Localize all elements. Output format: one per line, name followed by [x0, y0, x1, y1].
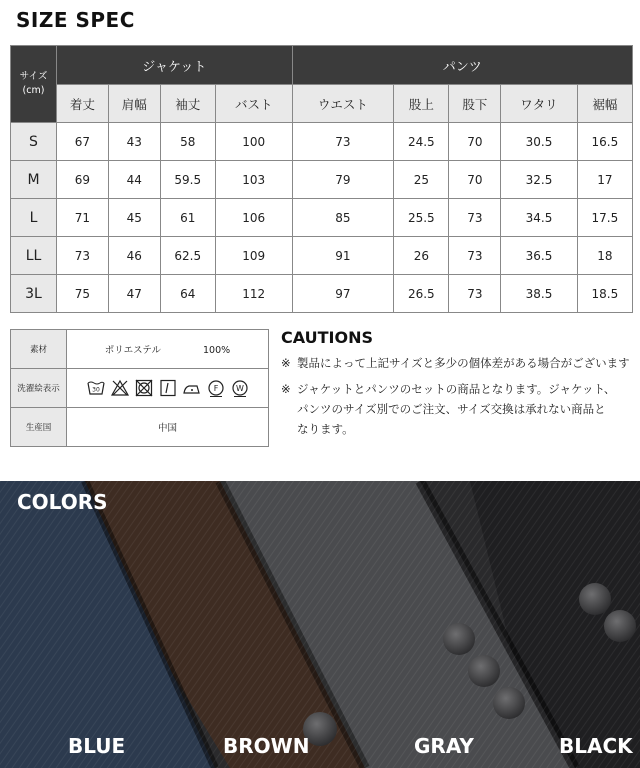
origin-label: 生産国 [11, 408, 67, 447]
size-value-cell: 25 [394, 161, 449, 199]
material-table [10, 329, 269, 447]
size-value-cell: 18 [577, 237, 632, 275]
size-value-cell: 25.5 [394, 199, 449, 237]
size-value-cell: 70 [449, 123, 501, 161]
size-value-cell: 103 [215, 161, 292, 199]
colors-title: COLORS [17, 490, 108, 514]
column-header: 肩幅 [108, 85, 160, 123]
svg-text:W: W [235, 384, 244, 393]
size-value-cell: 44 [108, 161, 160, 199]
caution-item-1 [281, 353, 633, 373]
pants-header: パンツ [292, 46, 632, 85]
size-unit-header [11, 46, 57, 123]
origin-value: 中国 [67, 408, 269, 447]
column-header: バスト [215, 85, 292, 123]
size-value-cell: 85 [292, 199, 394, 237]
no-bleach-icon [110, 378, 130, 398]
size-row [11, 123, 633, 161]
cautions-title: CAUTIONS [281, 328, 374, 347]
size-value-cell: 73 [449, 275, 501, 313]
color-label-blue: BLUE [68, 734, 126, 758]
size-value-cell: 24.5 [394, 123, 449, 161]
iron-low-icon [182, 378, 202, 398]
size-value-cell: 43 [108, 123, 160, 161]
size-row [11, 275, 633, 313]
size-value-cell: 32.5 [501, 161, 577, 199]
material-label: 素材 [11, 330, 67, 369]
size-value-cell: 106 [215, 199, 292, 237]
size-value-cell: 73 [449, 199, 501, 237]
svg-text:F: F [213, 384, 218, 393]
size-value-cell: 62.5 [160, 237, 215, 275]
color-label-gray: GRAY [414, 734, 474, 758]
dry-clean-f-icon [206, 378, 226, 398]
color-label-brown: BROWN [223, 734, 310, 758]
wash-label: 洗濯絵表示 [11, 369, 67, 408]
size-value-cell: 109 [215, 237, 292, 275]
size-value-cell: 30.5 [501, 123, 577, 161]
size-value-cell: 26 [394, 237, 449, 275]
size-value-cell: 36.5 [501, 237, 577, 275]
size-value-cell: 17 [577, 161, 632, 199]
caution-text: なります。 [297, 422, 354, 436]
column-header: 裾幅 [577, 85, 632, 123]
size-value-cell: 79 [292, 161, 394, 199]
size-label: L [11, 199, 57, 237]
column-header: ワタリ [501, 85, 577, 123]
note-mark: ※ [281, 382, 291, 396]
caution-text: 製品によって上記サイズと多少の個体差がある場合がございます [297, 356, 630, 370]
size-label: 3L [11, 275, 57, 313]
size-header-label: サイズ [19, 71, 48, 82]
size-label: LL [11, 237, 57, 275]
size-value-cell: 112 [215, 275, 292, 313]
size-value-cell: 73 [57, 237, 109, 275]
caution-text: パンツのサイズ別でのご注文、サイズ交換は承れない商品と [297, 402, 606, 416]
size-value-cell: 17.5 [577, 199, 632, 237]
caution-item-2 [281, 379, 633, 439]
size-value-cell: 70 [449, 161, 501, 199]
size-value-cell: 18.5 [577, 275, 632, 313]
column-header: 袖丈 [160, 85, 215, 123]
size-value-cell: 16.5 [577, 123, 632, 161]
svg-text:30: 30 [91, 386, 100, 394]
line-dry-icon [158, 378, 178, 398]
caution-text: ジャケットとパンツのセットの商品となります。ジャケット、 [297, 382, 616, 396]
size-value-cell: 75 [57, 275, 109, 313]
size-value-cell: 69 [57, 161, 109, 199]
size-label: M [11, 161, 57, 199]
size-spec-table [10, 45, 633, 313]
unit-label: (cm) [22, 85, 45, 96]
size-row [11, 237, 633, 275]
fabric-percent: 100% [203, 345, 231, 356]
jacket-header: ジャケット [57, 46, 293, 85]
material-value [67, 330, 269, 369]
size-value-cell: 73 [449, 237, 501, 275]
color-label-black: BLACK [559, 734, 633, 758]
size-value-cell: 61 [160, 199, 215, 237]
column-header: ウエスト [292, 85, 394, 123]
size-label: S [11, 123, 57, 161]
size-value-cell: 100 [215, 123, 292, 161]
size-value-cell: 47 [108, 275, 160, 313]
size-row [11, 199, 633, 237]
size-value-cell: 59.5 [160, 161, 215, 199]
size-value-cell: 97 [292, 275, 394, 313]
size-value-cell: 26.5 [394, 275, 449, 313]
column-header: 股上 [394, 85, 449, 123]
size-value-cell: 73 [292, 123, 394, 161]
fabric-text: ポリエステル [104, 345, 161, 356]
size-row [11, 161, 633, 199]
wash-30-icon [86, 378, 106, 398]
size-value-cell: 46 [108, 237, 160, 275]
note-mark: ※ [281, 356, 291, 370]
size-value-cell: 45 [108, 199, 160, 237]
wash-icons [67, 369, 269, 408]
column-header: 股下 [449, 85, 501, 123]
no-tumble-dry-icon [134, 378, 154, 398]
size-value-cell: 67 [57, 123, 109, 161]
size-value-cell: 34.5 [501, 199, 577, 237]
size-value-cell: 71 [57, 199, 109, 237]
size-spec-title: SIZE SPEC [16, 8, 135, 32]
size-value-cell: 91 [292, 237, 394, 275]
size-value-cell: 38.5 [501, 275, 577, 313]
wet-clean-w-icon [230, 378, 250, 398]
fabric-swatches-image [0, 481, 640, 768]
column-header: 着丈 [57, 85, 109, 123]
size-value-cell: 58 [160, 123, 215, 161]
size-value-cell: 64 [160, 275, 215, 313]
colors-photo [0, 481, 640, 768]
